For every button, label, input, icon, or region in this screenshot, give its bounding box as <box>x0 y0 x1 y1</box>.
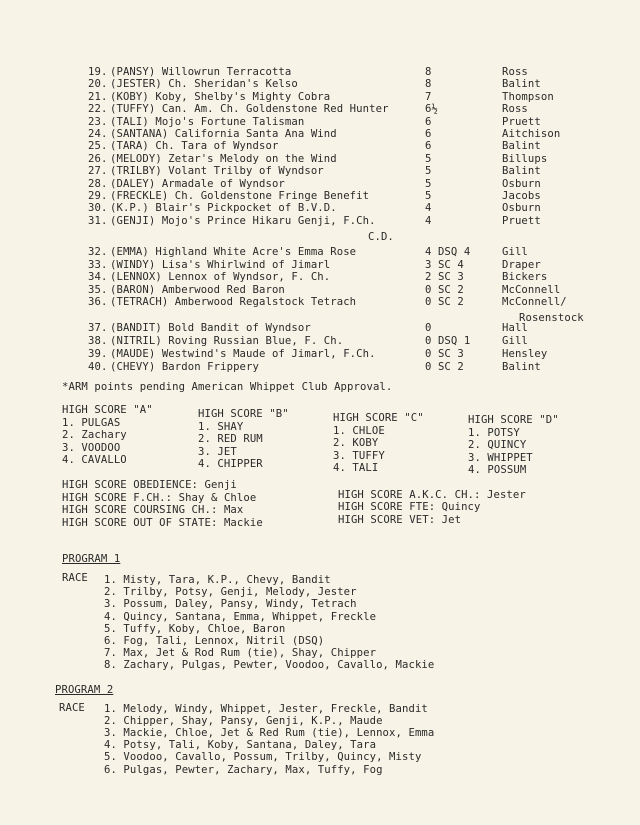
high-score-item: 3. TUFFY <box>333 449 385 462</box>
race-label: RACE <box>62 572 88 584</box>
entry-score: 0 SC 2 <box>425 361 464 373</box>
entry-score: 4 DSQ 4 <box>425 246 471 258</box>
entry-owner: Aitchison <box>502 128 561 140</box>
entry-number: 35. <box>88 283 108 296</box>
race-lineup: 8. Zachary, Pulgas, Pewter, Voodoo, Cavallo, Mackie <box>104 659 435 672</box>
dog-name: (LENNOX) Lennox of Wyndsor, F. Ch. <box>110 271 331 284</box>
dog-name: (MELODY) Zetar's Melody on the Wind <box>110 152 337 165</box>
entry-number: 24. <box>88 128 108 140</box>
race-label: RACE <box>59 702 85 714</box>
high-score-item: 1. SHAY <box>198 421 244 433</box>
race-lineup: 3. Possum, Daley, Pansy, Windy, Tetrach <box>104 598 357 611</box>
dog-name: (TARA) Ch. Tara of Wyndsor <box>110 140 279 153</box>
entry-owner: Draper <box>502 258 541 271</box>
entry-number: 33. <box>88 258 108 271</box>
program-heading: PROGRAM 1 <box>62 553 121 565</box>
race-lineup: 1. Misty, Tara, K.P., Chevy, Bandit <box>104 574 331 586</box>
entry-owner: Ross <box>502 66 528 78</box>
high-score-item: 3. WHIPPET <box>468 451 533 464</box>
program-heading: PROGRAM 2 <box>55 684 114 696</box>
dog-name: (TALI) Mojo's Fortune Talisman <box>110 115 305 128</box>
dog-name: (CHEVY) Bardon Frippery <box>110 361 259 373</box>
entry-owner: Bickers <box>502 271 548 284</box>
entry-number: 25. <box>88 140 108 153</box>
entry-score: 0 SC 2 <box>425 296 464 309</box>
entry-score: 8 <box>425 78 432 91</box>
entry-owner: Balint <box>502 361 541 373</box>
high-score-item: 1. PULGAS <box>62 417 121 429</box>
entry-score: 4 <box>425 202 432 215</box>
entry-owner: Billups <box>502 152 548 165</box>
race-lineup: 6. Pulgas, Pewter, Zachary, Max, Tuffy, Fog <box>104 763 383 776</box>
dog-name: (TUFFY) Can. Am. Ch. Goldenstone Red Hunter <box>110 103 389 116</box>
entry-owner: Hensley <box>502 348 548 360</box>
entry-number: 28. <box>88 177 108 190</box>
entry-score: 3 SC 4 <box>425 258 464 271</box>
special-high-score: HIGH SCORE FTE: Quincy <box>338 501 481 514</box>
entry-number: 38. <box>88 335 108 347</box>
dog-name: (GENJI) Mojo's Prince Hikaru Genji, F.Ch. <box>110 214 376 227</box>
dog-name-continuation: C.D. <box>368 231 394 243</box>
entry-score: 0 SC 2 <box>425 283 464 296</box>
high-score-item: 2. KOBY <box>333 437 379 450</box>
entry-owner-continuation: Rosenstock <box>519 312 584 324</box>
special-high-score: HIGH SCORE A.K.C. CH.: Jester <box>338 489 526 501</box>
high-score-item: 1. POTSY <box>468 427 520 439</box>
dog-name: (PANSY) Willowrun Terracotta <box>110 66 292 78</box>
high-score-item: 4. CHIPPER <box>198 457 263 470</box>
entry-score: 2 SC 3 <box>425 271 464 284</box>
race-lineup: 4. Potsy, Tali, Koby, Santana, Daley, Tara <box>104 739 377 752</box>
race-lineup: 3. Mackie, Chloe, Jet & Red Rum (tie), Lennox, Emma <box>104 727 435 740</box>
race-lineup: 7. Max, Jet & Rod Rum (tie), Shay, Chipper <box>104 647 377 660</box>
dog-name: (SANTANA) California Santa Ana Wind <box>110 128 337 140</box>
entry-number: 27. <box>88 165 108 178</box>
entry-number: 21. <box>88 90 108 103</box>
entry-owner: Osburn <box>502 202 541 215</box>
entry-score: 0 <box>425 322 432 334</box>
special-high-score: HIGH SCORE OUT OF STATE: Mackie <box>62 516 263 529</box>
high-score-item: 4. CAVALLO <box>62 453 127 466</box>
entry-owner: Balint <box>502 165 541 178</box>
entry-number: 30. <box>88 202 108 215</box>
entry-owner: McConnell/ <box>502 296 567 309</box>
race-lineup: 4. Quincy, Santana, Emma, Whippet, Freckle <box>104 610 377 623</box>
race-lineup: 5. Voodoo, Cavallo, Possum, Trilby, Quincy, Misty <box>104 751 422 764</box>
high-score-item: 2. RED RUM <box>198 433 263 446</box>
entry-owner: Hall <box>502 322 528 334</box>
entry-number: 22. <box>88 103 108 116</box>
entry-owner: Gill <box>502 246 528 258</box>
dog-name: (KOBY) Koby, Shelby's Mighty Cobra <box>110 90 331 103</box>
entry-number: 26. <box>88 152 108 165</box>
dog-name: (TRILBY) Volant Trilby of Wyndsor <box>110 165 324 178</box>
race-lineup: 2. Trilby, Potsy, Genji, Melody, Jester <box>104 586 357 599</box>
footnote: *ARM points pending American Whippet Club Approval. <box>62 381 393 393</box>
race-lineup: 6. Fog, Tali, Lennox, Nitril (DSQ) <box>104 635 325 647</box>
entry-number: 34. <box>88 271 108 284</box>
entry-score: 6 <box>425 140 432 153</box>
entry-number: 29. <box>88 190 108 202</box>
high-score-heading: HIGH SCORE "D" <box>468 414 559 426</box>
entry-score: 6½ <box>425 103 438 116</box>
entry-owner: Ross <box>502 103 528 116</box>
dog-name: (BANDIT) Bold Bandit of Wyndsor <box>110 322 311 334</box>
entry-number: 37. <box>88 322 108 334</box>
high-score-item: 3. VOODOO <box>62 441 121 454</box>
race-lineup: 5. Tuffy, Koby, Chloe, Baron <box>104 622 286 635</box>
entry-owner: Balint <box>502 140 541 153</box>
entry-number: 36. <box>88 296 108 309</box>
special-high-score: HIGH SCORE F.CH.: Shay & Chloe <box>62 491 257 504</box>
high-score-heading: HIGH SCORE "C" <box>333 412 424 424</box>
high-score-heading: HIGH SCORE "A" <box>62 404 153 416</box>
high-score-heading: HIGH SCORE "B" <box>198 408 289 420</box>
entry-number: 31. <box>88 214 108 227</box>
special-high-score: HIGH SCORE OBEDIENCE: Genji <box>62 479 237 491</box>
race-lineup: 1. Melody, Windy, Whippet, Jester, Freckle, Bandit <box>104 703 428 715</box>
dog-name: (K.P.) Blair's Pickpocket of B.V.D. <box>110 202 337 215</box>
entry-number: 19. <box>88 66 108 78</box>
entry-number: 39. <box>88 348 108 360</box>
entry-owner: Osburn <box>502 177 541 190</box>
special-high-score: HIGH SCORE VET: Jet <box>338 513 462 526</box>
entry-number: 32. <box>88 246 108 258</box>
dog-name: (TETRACH) Amberwood Regalstock Tetrach <box>110 296 357 309</box>
dog-name: (NITRIL) Roving Russian Blue, F. Ch. <box>110 335 344 347</box>
high-score-item: 2. Zachary <box>62 429 127 442</box>
high-score-item: 2. QUINCY <box>468 439 527 452</box>
entry-owner: Pruett <box>502 214 541 227</box>
high-score-item: 1. CHLOE <box>333 425 385 437</box>
entry-score: 5 <box>425 190 432 202</box>
high-score-item: 4. POSSUM <box>468 463 527 476</box>
entry-score: 0 SC 3 <box>425 348 464 360</box>
entry-owner: Gill <box>502 335 528 347</box>
dog-name: (JESTER) Ch. Sheridan's Kelso <box>110 78 298 91</box>
dog-name: (WINDY) Lisa's Whirlwind of Jimarl <box>110 258 331 271</box>
entry-score: 5 <box>425 165 432 178</box>
high-score-item: 3. JET <box>198 445 237 458</box>
entry-number: 40. <box>88 361 108 373</box>
dog-name: (EMMA) Highland White Acre's Emma Rose <box>110 246 357 258</box>
high-score-item: 4. TALI <box>333 461 379 474</box>
entry-score: 6 <box>425 128 432 140</box>
entry-number: 23. <box>88 115 108 128</box>
entry-owner: Pruett <box>502 115 541 128</box>
entry-score: 6 <box>425 115 432 128</box>
entry-score: 7 <box>425 90 432 103</box>
entry-score: 0 DSQ 1 <box>425 335 471 347</box>
dog-name: (BARON) Amberwood Red Baron <box>110 283 285 296</box>
dog-name: (FRECKLE) Ch. Goldenstone Fringe Benefit <box>110 190 370 202</box>
entry-score: 5 <box>425 177 432 190</box>
special-high-score: HIGH SCORE COURSING CH.: Max <box>62 504 244 517</box>
dog-name: (MAUDE) Westwind's Maude of Jimarl, F.Ch. <box>110 348 376 360</box>
entry-owner: McConnell <box>502 283 561 296</box>
entry-score: 4 <box>425 214 432 227</box>
entry-owner: Thompson <box>502 90 554 103</box>
entry-number: 20. <box>88 78 108 91</box>
race-lineup: 2. Chipper, Shay, Pansy, Genji, K.P., Maude <box>104 715 383 728</box>
dog-name: (DALEY) Armadale of Wyndsor <box>110 177 285 190</box>
entry-owner: Jacobs <box>502 190 541 202</box>
entry-score: 8 <box>425 66 432 78</box>
entry-score: 5 <box>425 152 432 165</box>
entry-owner: Balint <box>502 78 541 91</box>
